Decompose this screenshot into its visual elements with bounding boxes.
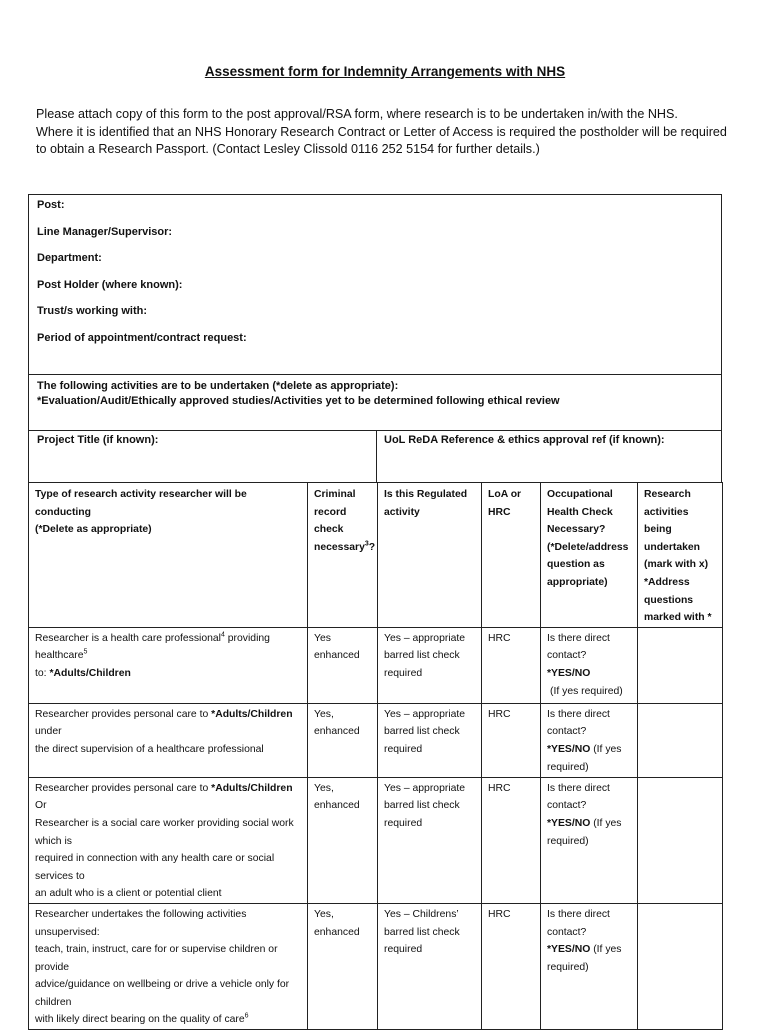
- activity-table: [28, 482, 723, 1030]
- row1-loa: HRC: [482, 627, 541, 703]
- page-title: Assessment form for Indemnity Arrangements with NHS: [204, 64, 566, 79]
- row4-regulated: Yes – Childrens’ barred list check required: [378, 903, 482, 1029]
- row4-type[interactable]: Researcher undertakes the following activities unsupervised: teach, train, instruct, care for or supervise children or provide advice/guidance on wellbeing or drive a vehicle only for children with likely direct bearing on the quality of care$^6$: [29, 903, 308, 1029]
- department-field[interactable]: Department:: [37, 252, 102, 264]
- row2-loa: HRC: [482, 703, 541, 777]
- period-field[interactable]: Period of appointment/contract request:: [37, 332, 247, 344]
- row4-loa: HRC: [482, 903, 541, 1029]
- row1-occupational[interactable]: Is there direct contact? *YES/NO (If yes required): [541, 627, 638, 703]
- intro-text: [36, 106, 736, 159]
- row2-criminal: Yes, enhanced: [308, 703, 378, 777]
- intro-line-2: Where it is identified that an NHS Honorary Research Contract or Letter of Access is required the postholder will be required to obtain a Research Passport. (Contact Lesley Clissold 0116 252 5154 for further details.): [36, 124, 727, 156]
- row3-criminal: Yes, enhanced: [308, 777, 378, 903]
- trusts-field[interactable]: Trust/s working with:: [37, 305, 148, 317]
- details-section: [28, 194, 722, 374]
- row4-research-mark[interactable]: [638, 903, 723, 1029]
- activities-section: [28, 374, 722, 430]
- row3-research-mark[interactable]: [638, 777, 723, 903]
- project-title-field[interactable]: Project Title (if known):: [37, 434, 159, 446]
- divider: [376, 431, 377, 482]
- post-field[interactable]: Post:: [37, 199, 65, 211]
- row2-occupational[interactable]: Is there direct contact? *YES/NO (If yes required): [541, 703, 638, 777]
- table-row: [29, 903, 723, 1029]
- table-row: [29, 627, 723, 703]
- header-criminal: Criminal record check necessary$^3$?: [308, 483, 378, 628]
- ethics-ref-field[interactable]: UoL ReDA Reference & ethics approval ref (if known):: [384, 434, 665, 446]
- row2-type[interactable]: Researcher provides personal care to *Adults/Children under the direct supervision of a healthcare professional: [29, 703, 308, 777]
- header-loa: LoA or HRC: [482, 483, 541, 628]
- post-holder-field[interactable]: Post Holder (where known):: [37, 279, 183, 291]
- intro-line-1: Please attach copy of this form to the post approval/RSA form, where research is to be undertaken in/with the NHS.: [36, 107, 678, 121]
- row3-occupational[interactable]: Is there direct contact? *YES/NO (If yes required): [541, 777, 638, 903]
- header-type: Type of research activity researcher will be conducting (*Delete as appropriate): [29, 483, 308, 628]
- row1-research-mark[interactable]: [638, 627, 723, 703]
- table-row: [29, 703, 723, 777]
- header-occupational: Occupational Health Check Necessary? (*Delete/address question as appropriate): [541, 483, 638, 628]
- row4-occupational[interactable]: Is there direct contact? *YES/NO (If yes required): [541, 903, 638, 1029]
- row2-research-mark[interactable]: [638, 703, 723, 777]
- row1-criminal: Yes enhanced: [308, 627, 378, 703]
- project-section: [28, 430, 722, 482]
- row4-criminal: Yes, enhanced: [308, 903, 378, 1029]
- activities-line-2[interactable]: *Evaluation/Audit/Ethically approved studies/Activities yet to be determined following ethical review: [37, 395, 560, 407]
- header-regulated: Is this Regulated activity: [378, 483, 482, 628]
- row1-type[interactable]: Researcher is a health care professional$^4$ providing healthcare$^5$ to: *Adults/Children: [29, 627, 308, 703]
- row2-regulated: Yes – appropriate barred list check required: [378, 703, 482, 777]
- table-header-row: [29, 483, 723, 628]
- row1-regulated: Yes – appropriate barred list check required: [378, 627, 482, 703]
- row3-regulated: Yes – appropriate barred list check required: [378, 777, 482, 903]
- row3-type[interactable]: Researcher provides personal care to *Adults/Children Or Researcher is a social care worker providing social work which is required in connection with any health care or social services to an adult who is a client or potential client: [29, 777, 308, 903]
- row3-loa: HRC: [482, 777, 541, 903]
- table-row: [29, 777, 723, 903]
- activities-line-1: The following activities are to be undertaken (*delete as appropriate):: [37, 380, 399, 392]
- line-manager-field[interactable]: Line Manager/Supervisor:: [37, 226, 173, 238]
- header-research: Research activities being undertaken (mark with x) *Address questions marked with *: [638, 483, 723, 628]
